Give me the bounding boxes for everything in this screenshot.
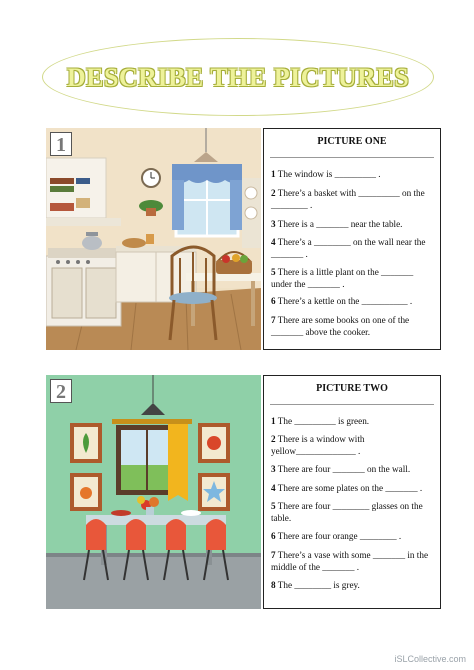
divider — [270, 404, 434, 405]
picture-two-image — [46, 375, 261, 609]
question-item: 2 There is a window with yellow_____________ . — [271, 434, 365, 456]
kitchen-illustration — [46, 128, 261, 350]
question-item: 5 There are four ________ glasses on the table. — [271, 501, 423, 523]
panel-heading: PICTURE TWO — [316, 383, 388, 394]
question-item: 1 The window is _________ . — [271, 169, 381, 179]
question-item: 4 There are some plates on the _______ . — [271, 483, 423, 493]
question-item: 2 There’s a basket with _________ on the ________ . — [271, 188, 425, 210]
panel-heading: PICTURE ONE — [317, 136, 387, 147]
footer-watermark: iSLCollective.com — [394, 654, 466, 664]
question-item: 1 The _________ is green. — [271, 416, 370, 426]
picture-one-image — [46, 128, 261, 350]
question-item: 7 There are some books on one of the _______ above the cooker. — [271, 315, 410, 337]
picture-one-questions — [263, 128, 441, 350]
question-item: 3 There are four _______ on the wall. — [271, 464, 411, 474]
question-item: 3 There is a _______ near the table. — [271, 219, 403, 229]
page-title: DESCRIBE THE PICTURES — [66, 63, 410, 92]
question-item: 6 There’s a kettle on the __________ . — [271, 296, 413, 306]
title-banner — [42, 38, 434, 116]
question-item: 8 The ________ is grey. — [271, 580, 360, 590]
question-item: 4 There’s a ________ on the wall near the _______ . — [271, 237, 426, 259]
divider — [270, 157, 434, 158]
question-item: 6 There are four orange ________ . — [271, 531, 402, 541]
question-item: 7 There’s a vase with some _______ in the middle of the _______ . — [271, 550, 429, 572]
picture-number-badge: 2 — [50, 379, 72, 403]
picture-number-badge: 1 — [50, 132, 72, 156]
dining-room-illustration — [46, 375, 261, 609]
question-item: 5 There is a little plant on the _______ under the _______ . — [271, 267, 414, 289]
picture-two-questions — [263, 375, 441, 609]
